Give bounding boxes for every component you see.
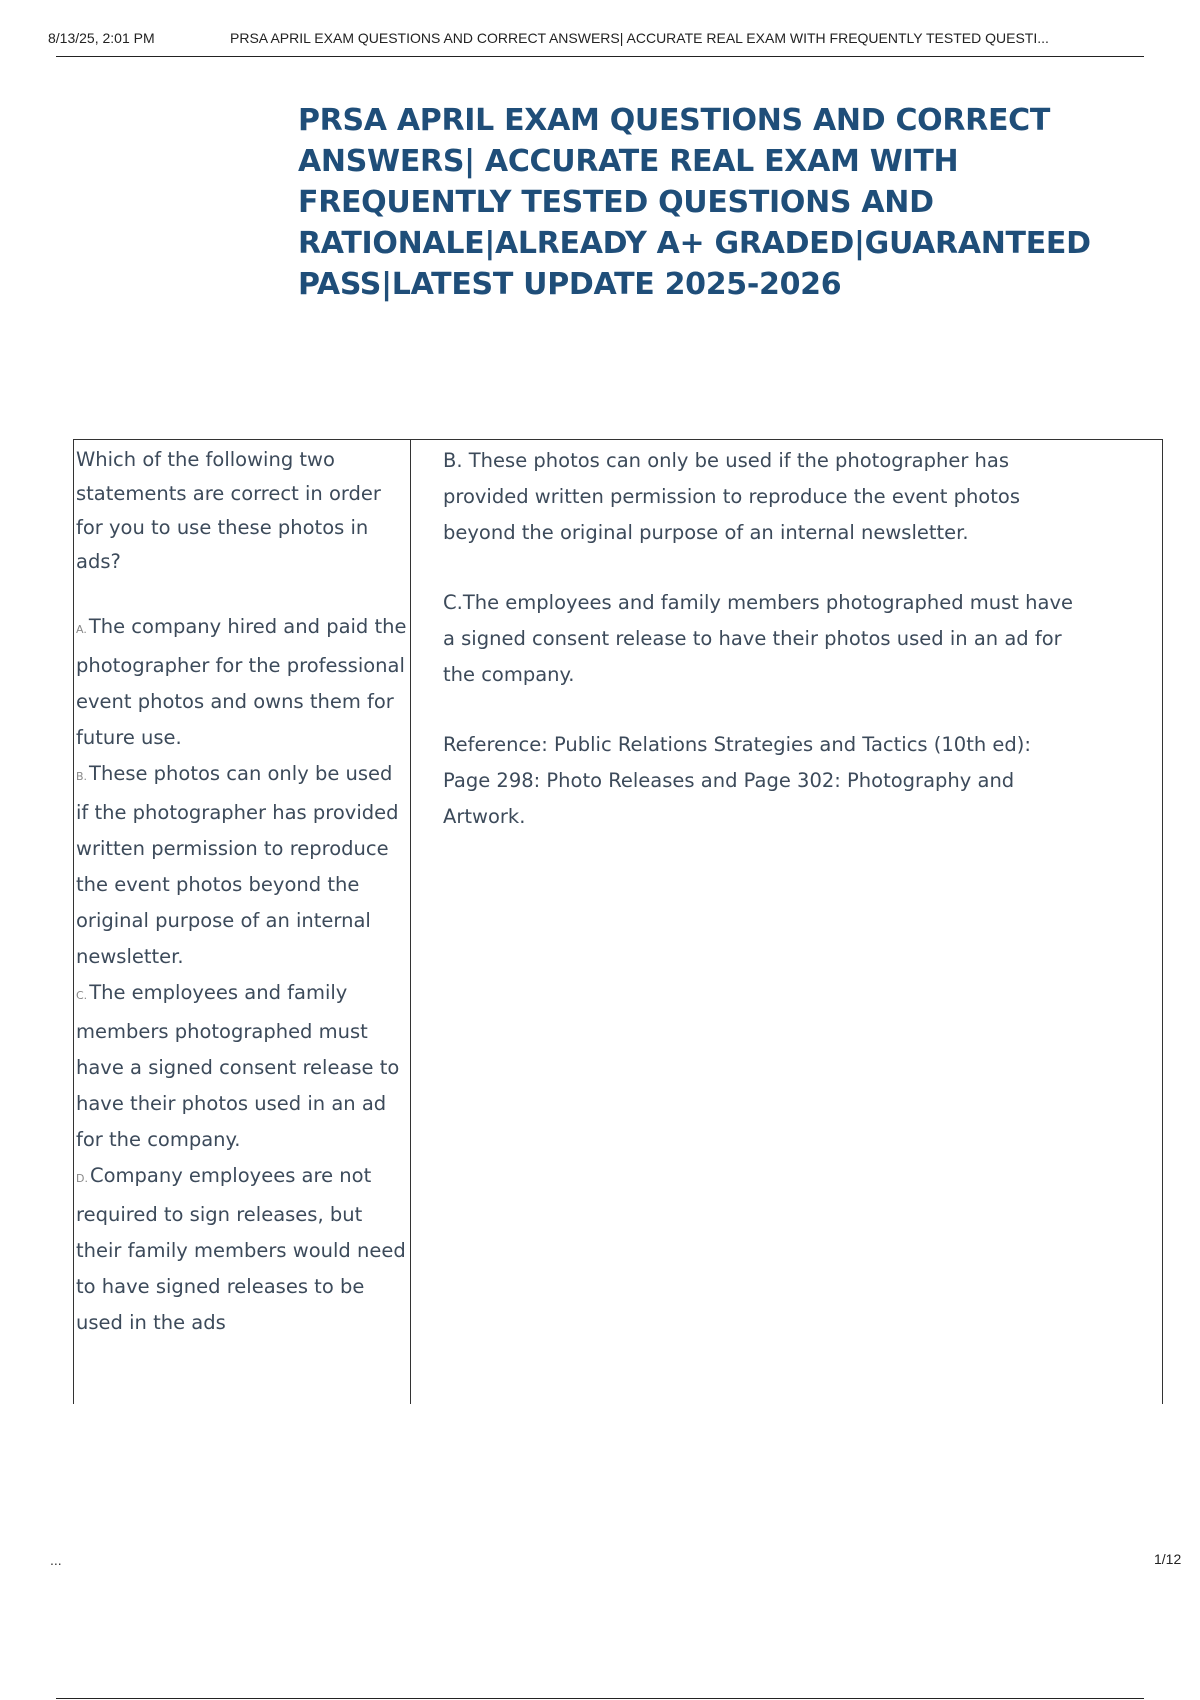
header-rule	[56, 56, 1144, 57]
table-left-border	[73, 439, 74, 1404]
option-c-letter: C.	[76, 989, 88, 1002]
option-a	[76, 609, 408, 756]
print-date: 8/13/25, 2:01 PM	[48, 30, 155, 46]
answer-b: B. These photos can only be used if the photographer has provided written permission to reproduce the event photos beyond the original purpose of an internal newsletter.	[443, 449, 1020, 544]
print-header	[48, 30, 1180, 56]
table-column-divider	[410, 439, 411, 1404]
option-b	[76, 756, 408, 975]
page-number: 1/12	[1154, 1551, 1182, 1567]
option-c-text: The employees and family members photographed must have a signed consent release to have their photos used in an ad for the company.	[76, 981, 400, 1151]
option-d-letter: D.	[76, 1172, 88, 1185]
option-d	[76, 1158, 408, 1341]
footer-rule	[56, 1698, 1144, 1699]
question-stem: Which of the following two statements are correct in order for you to use these photos in ads?	[76, 448, 381, 573]
question-cell	[76, 443, 408, 1341]
footer-ellipsis: ...	[50, 1552, 62, 1568]
option-b-text: These photos can only be used if the photographer has provided written permission to reproduce the event photos beyond the original purpose of an internal newsletter.	[76, 762, 399, 968]
document-title: PRSA APRIL EXAM QUESTIONS AND CORRECT ANSWERS| ACCURATE REAL EXAM WITH FREQUENTLY TESTED QUESTIONS AND RATIONALE|ALREADY A+ GRADED|GUARANTEED PASS|LATEST UPDATE 2025-2026	[298, 103, 1091, 302]
option-a-letter: A.	[76, 623, 87, 636]
answer-c: C.The employees and family members photographed must have a signed consent release to have their photos used in an ad for the company.	[443, 591, 1073, 686]
table-right-border	[1162, 439, 1163, 1404]
option-b-letter: B.	[76, 770, 88, 783]
question-answer-table	[73, 439, 1163, 1404]
option-d-text: Company employees are not required to sign releases, but their family members would need to have signed releases to be used in the ads	[76, 1164, 406, 1334]
option-a-text: The company hired and paid the photographer for the professional event photos and owns them for future use.	[76, 615, 407, 749]
answer-cell	[443, 443, 1083, 869]
print-title: PRSA APRIL EXAM QUESTIONS AND CORRECT ANSWERS| ACCURATE REAL EXAM WITH FREQUENTLY TESTED QUESTI...	[230, 30, 1049, 46]
answer-reference: Reference: Public Relations Strategies and Tactics (10th ed): Page 298: Photo Releases and Page 302: Photography and Artwork.	[443, 733, 1031, 828]
table-top-border	[73, 439, 1163, 440]
option-c	[76, 975, 408, 1158]
